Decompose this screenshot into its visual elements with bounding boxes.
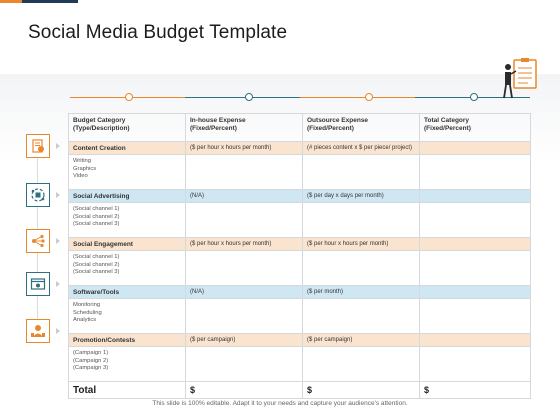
header-inhouse-expense: In-house Expense (Fixed/Percent) xyxy=(186,114,303,142)
empty-cell xyxy=(303,299,420,334)
promotion-contest-icon xyxy=(29,322,47,340)
empty-cell xyxy=(303,251,420,286)
empty-cell xyxy=(420,155,531,190)
footer-note: This slide is 100% editable. Adapt it to your needs and capture your audience's attention. xyxy=(152,400,408,407)
software-tools-icon xyxy=(29,275,47,293)
promotion-contests-icon-box xyxy=(26,319,50,343)
total-cell xyxy=(420,142,531,155)
category-items: (Campaign 1) (Campaign 2) (Campaign 3) xyxy=(69,347,186,382)
empty-cell xyxy=(420,347,531,382)
person-clipboard-illustration xyxy=(500,58,540,100)
total-outsource: $ xyxy=(303,382,420,399)
category-name: Social Engagement xyxy=(69,238,186,251)
table-row-total xyxy=(69,382,531,399)
header-total-category: Total Category (Fixed/Percent) xyxy=(420,114,531,142)
timeline-segment xyxy=(185,97,300,98)
row-pointer-arrow xyxy=(56,238,60,244)
timeline-node xyxy=(125,93,133,101)
category-name: Software/Tools xyxy=(69,286,186,299)
table-row-category xyxy=(69,238,531,251)
empty-cell xyxy=(420,251,531,286)
total-inhouse: $ xyxy=(186,382,303,399)
table-row-category xyxy=(69,190,531,203)
inhouse-cell: ($ per hour x hours per month) xyxy=(186,238,303,251)
category-items: Monitoring Scheduling Analytics xyxy=(69,299,186,334)
empty-cell xyxy=(303,347,420,382)
category-name: Social Advertising xyxy=(69,190,186,203)
row-pointer-arrow xyxy=(56,143,60,149)
empty-cell xyxy=(420,299,531,334)
budget-table xyxy=(68,113,531,399)
timeline-node xyxy=(245,93,253,101)
row-pointer-arrow xyxy=(56,192,60,198)
row-pointer-arrow xyxy=(56,281,60,287)
top-accent-bar-orange xyxy=(0,0,22,3)
total-cell xyxy=(420,334,531,347)
total-label: Total xyxy=(69,382,186,399)
inhouse-cell: (N/A) xyxy=(186,286,303,299)
table-row-category xyxy=(69,142,531,155)
outsource-cell: (# pieces content x $ per piece/ project) xyxy=(303,142,420,155)
outsource-cell: ($ per day x days per month) xyxy=(303,190,420,203)
social-advertising-icon-box xyxy=(26,183,50,207)
table-row-items xyxy=(69,251,531,286)
outsource-cell: ($ per hour x hours per month) xyxy=(303,238,420,251)
inhouse-cell: ($ per campaign) xyxy=(186,334,303,347)
empty-cell xyxy=(186,347,303,382)
inhouse-cell: ($ per hour x hours per month) xyxy=(186,142,303,155)
empty-cell xyxy=(420,203,531,238)
software-tools-icon-box xyxy=(26,272,50,296)
empty-cell xyxy=(186,155,303,190)
total-cell xyxy=(420,238,531,251)
timeline-node xyxy=(470,93,478,101)
social-advertising-icon xyxy=(29,186,47,204)
table-row-items xyxy=(69,347,531,382)
category-items: Writing Graphics Video xyxy=(69,155,186,190)
timeline-segment xyxy=(300,97,415,98)
table-row-category xyxy=(69,286,531,299)
empty-cell xyxy=(303,155,420,190)
empty-cell xyxy=(186,203,303,238)
content-creation-icon-box xyxy=(26,134,50,158)
category-name: Content Creation xyxy=(69,142,186,155)
document-dollar-icon xyxy=(29,137,47,155)
header-timeline xyxy=(70,93,530,103)
category-name: Promotion/Contests xyxy=(69,334,186,347)
header-budget-category: Budget Category (Type/Description) xyxy=(69,114,186,142)
category-items: (Social channel 1) (Social channel 2) (Social channel 3) xyxy=(69,251,186,286)
page-title: Social Media Budget Template xyxy=(28,22,288,43)
engagement-network-icon xyxy=(29,232,47,250)
total-total: $ xyxy=(420,382,531,399)
outsource-cell: ($ per month) xyxy=(303,286,420,299)
empty-cell xyxy=(303,203,420,238)
table-header-row xyxy=(69,114,531,142)
empty-cell xyxy=(186,299,303,334)
social-engagement-icon-box xyxy=(26,229,50,253)
table-row-items xyxy=(69,299,531,334)
inhouse-cell: (N/A) xyxy=(186,190,303,203)
total-cell xyxy=(420,286,531,299)
table-row-category xyxy=(69,334,531,347)
category-items: (Social channel 1) (Social channel 2) (Social channel 3) xyxy=(69,203,186,238)
outsource-cell: ($ per campaign) xyxy=(303,334,420,347)
header-outsource-expense: Outsource Expense (Fixed/Percent) xyxy=(303,114,420,142)
row-pointer-arrow xyxy=(56,328,60,334)
total-cell xyxy=(420,190,531,203)
empty-cell xyxy=(186,251,303,286)
table-row-items xyxy=(69,155,531,190)
table-row-items xyxy=(69,203,531,238)
timeline-node xyxy=(365,93,373,101)
